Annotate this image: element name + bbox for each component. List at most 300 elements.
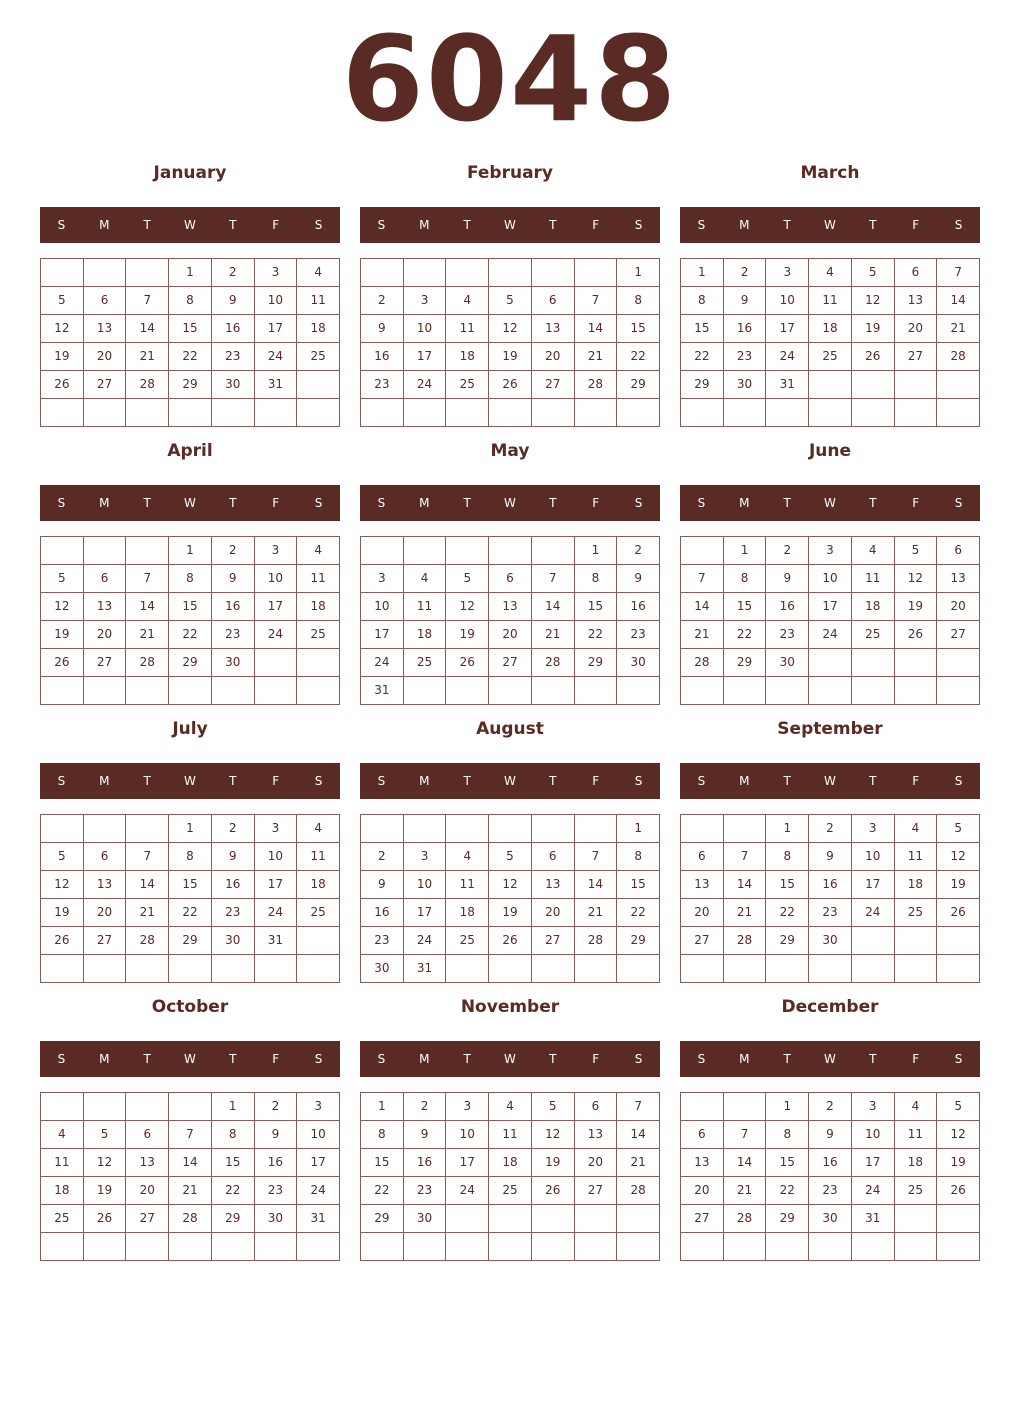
year-title: 6048	[341, 10, 679, 148]
day-cell: 27	[937, 621, 980, 649]
day-cell: 26	[41, 649, 84, 677]
empty-day-cell	[809, 1233, 852, 1261]
day-cell: 27	[575, 1177, 618, 1205]
day-cell: 28	[126, 649, 169, 677]
day-cell: 25	[297, 621, 340, 649]
day-cell: 18	[895, 1149, 938, 1177]
day-cell: 29	[169, 371, 212, 399]
day-cell: 21	[575, 899, 618, 927]
day-cell: 4	[895, 815, 938, 843]
day-cell: 18	[446, 343, 489, 371]
day-cell: 4	[489, 1093, 532, 1121]
weekday-header	[360, 207, 660, 243]
empty-day-cell	[681, 815, 724, 843]
day-cell: 11	[297, 565, 340, 593]
day-cell: 6	[126, 1121, 169, 1149]
month-july	[40, 716, 340, 994]
day-cell: 6	[575, 1093, 618, 1121]
day-cell: 19	[937, 1149, 980, 1177]
empty-day-cell	[489, 259, 532, 287]
empty-day-cell	[809, 371, 852, 399]
day-cell: 24	[255, 621, 298, 649]
day-cell: 24	[852, 899, 895, 927]
empty-day-cell	[532, 537, 575, 565]
day-cell: 20	[84, 343, 127, 371]
empty-day-cell	[446, 1205, 489, 1233]
day-cell: 20	[681, 899, 724, 927]
day-cell: 15	[766, 1149, 809, 1177]
day-cell: 17	[852, 1149, 895, 1177]
day-grid	[40, 258, 340, 427]
empty-day-cell	[212, 1233, 255, 1261]
day-cell: 4	[404, 565, 447, 593]
day-cell: 2	[809, 815, 852, 843]
day-cell: 28	[169, 1205, 212, 1233]
month-name: December	[781, 997, 879, 1017]
empty-day-cell	[895, 371, 938, 399]
weekday-label: W	[824, 496, 836, 510]
day-cell: 6	[937, 537, 980, 565]
day-cell: 14	[681, 593, 724, 621]
day-cell: 17	[297, 1149, 340, 1177]
weekday-label: M	[739, 496, 750, 510]
day-cell: 27	[126, 1205, 169, 1233]
empty-day-cell	[809, 649, 852, 677]
weekday-label: W	[184, 774, 196, 788]
empty-day-cell	[84, 815, 127, 843]
day-cell: 3	[852, 815, 895, 843]
day-cell: 23	[361, 371, 404, 399]
weekday-header	[360, 485, 660, 521]
empty-day-cell	[126, 955, 169, 983]
day-cell: 19	[446, 621, 489, 649]
day-cell: 20	[937, 593, 980, 621]
day-cell: 29	[169, 649, 212, 677]
day-cell: 6	[532, 843, 575, 871]
weekday-label: M	[739, 218, 750, 232]
day-cell: 12	[84, 1149, 127, 1177]
day-cell: 11	[41, 1149, 84, 1177]
weekday-label: T	[229, 1052, 237, 1066]
weekday-label: T	[549, 218, 557, 232]
empty-day-cell	[212, 955, 255, 983]
month-name: March	[800, 163, 860, 183]
day-cell: 25	[41, 1205, 84, 1233]
day-cell: 19	[489, 343, 532, 371]
empty-day-cell	[681, 1233, 724, 1261]
day-cell: 1	[361, 1093, 404, 1121]
empty-day-cell	[937, 955, 980, 983]
day-cell: 1	[169, 815, 212, 843]
day-cell: 17	[404, 899, 447, 927]
weekday-label: F	[912, 1052, 920, 1066]
day-cell: 30	[212, 649, 255, 677]
day-cell: 24	[852, 1177, 895, 1205]
empty-day-cell	[937, 1205, 980, 1233]
day-cell: 11	[489, 1121, 532, 1149]
empty-day-cell	[852, 1233, 895, 1261]
day-cell: 21	[126, 899, 169, 927]
day-cell: 25	[446, 371, 489, 399]
day-cell: 23	[212, 343, 255, 371]
empty-day-cell	[361, 399, 404, 427]
months-grid	[40, 160, 980, 1272]
weekday-label: W	[504, 218, 516, 232]
weekday-header	[360, 763, 660, 799]
empty-day-cell	[446, 955, 489, 983]
day-cell: 19	[489, 899, 532, 927]
empty-day-cell	[255, 955, 298, 983]
day-cell: 17	[255, 593, 298, 621]
day-cell: 14	[169, 1149, 212, 1177]
day-cell: 17	[255, 871, 298, 899]
day-cell: 10	[255, 843, 298, 871]
day-cell: 28	[532, 649, 575, 677]
day-cell: 21	[532, 621, 575, 649]
day-grid	[680, 814, 980, 983]
day-cell: 12	[852, 287, 895, 315]
empty-day-cell	[766, 955, 809, 983]
day-cell: 11	[895, 1121, 938, 1149]
day-cell: 11	[809, 287, 852, 315]
day-cell: 8	[575, 565, 618, 593]
day-cell: 27	[489, 649, 532, 677]
day-cell: 3	[255, 259, 298, 287]
day-cell: 21	[724, 899, 767, 927]
empty-day-cell	[852, 927, 895, 955]
day-cell: 9	[617, 565, 660, 593]
weekday-label: F	[912, 496, 920, 510]
empty-day-cell	[852, 677, 895, 705]
day-cell: 22	[766, 899, 809, 927]
day-cell: 24	[809, 621, 852, 649]
day-cell: 2	[361, 287, 404, 315]
day-cell: 22	[169, 899, 212, 927]
day-cell: 8	[361, 1121, 404, 1149]
weekday-label: S	[57, 218, 66, 232]
day-cell: 4	[895, 1093, 938, 1121]
day-cell: 14	[126, 315, 169, 343]
weekday-label: S	[377, 774, 386, 788]
weekday-label: M	[419, 1052, 430, 1066]
day-cell: 28	[617, 1177, 660, 1205]
empty-day-cell	[404, 537, 447, 565]
empty-day-cell	[446, 1233, 489, 1261]
empty-day-cell	[532, 1233, 575, 1261]
day-cell: 27	[681, 927, 724, 955]
day-cell: 29	[575, 649, 618, 677]
day-cell: 26	[84, 1205, 127, 1233]
day-cell: 16	[212, 315, 255, 343]
day-cell: 17	[361, 621, 404, 649]
day-cell: 2	[809, 1093, 852, 1121]
day-cell: 28	[937, 343, 980, 371]
weekday-label: S	[314, 496, 323, 510]
day-cell: 19	[532, 1149, 575, 1177]
day-cell: 9	[212, 565, 255, 593]
day-cell: 18	[41, 1177, 84, 1205]
day-cell: 19	[852, 315, 895, 343]
day-cell: 12	[41, 871, 84, 899]
empty-day-cell	[361, 1233, 404, 1261]
day-cell: 7	[937, 259, 980, 287]
empty-day-cell	[681, 399, 724, 427]
day-cell: 19	[41, 899, 84, 927]
day-cell: 26	[852, 343, 895, 371]
day-cell: 15	[212, 1149, 255, 1177]
empty-day-cell	[361, 259, 404, 287]
day-cell: 16	[617, 593, 660, 621]
weekday-label: T	[549, 1052, 557, 1066]
weekday-header	[680, 207, 980, 243]
day-cell: 11	[404, 593, 447, 621]
empty-day-cell	[84, 677, 127, 705]
empty-day-cell	[532, 259, 575, 287]
day-cell: 25	[895, 1177, 938, 1205]
day-cell: 25	[297, 899, 340, 927]
weekday-label: T	[143, 1052, 151, 1066]
weekday-label: T	[463, 496, 471, 510]
weekday-label: S	[314, 774, 323, 788]
weekday-label: T	[463, 218, 471, 232]
empty-day-cell	[489, 537, 532, 565]
day-cell: 23	[361, 927, 404, 955]
weekday-header	[40, 207, 340, 243]
day-cell: 15	[617, 871, 660, 899]
day-grid	[360, 536, 660, 705]
day-cell: 3	[361, 565, 404, 593]
day-cell: 12	[937, 1121, 980, 1149]
weekday-label: S	[634, 218, 643, 232]
day-cell: 7	[126, 287, 169, 315]
day-cell: 24	[361, 649, 404, 677]
empty-day-cell	[255, 1233, 298, 1261]
day-cell: 26	[41, 371, 84, 399]
day-cell: 13	[84, 315, 127, 343]
empty-day-cell	[575, 399, 618, 427]
day-cell: 8	[617, 843, 660, 871]
empty-day-cell	[404, 1233, 447, 1261]
day-cell: 29	[617, 371, 660, 399]
day-cell: 29	[169, 927, 212, 955]
day-cell: 9	[361, 871, 404, 899]
empty-day-cell	[212, 399, 255, 427]
empty-day-cell	[446, 677, 489, 705]
empty-day-cell	[617, 1233, 660, 1261]
day-cell: 17	[766, 315, 809, 343]
day-cell: 5	[852, 259, 895, 287]
day-cell: 17	[809, 593, 852, 621]
day-cell: 31	[404, 955, 447, 983]
day-cell: 17	[852, 871, 895, 899]
day-cell: 13	[84, 871, 127, 899]
day-cell: 22	[724, 621, 767, 649]
weekday-label: S	[697, 774, 706, 788]
empty-day-cell	[404, 815, 447, 843]
day-cell: 13	[937, 565, 980, 593]
empty-day-cell	[724, 1233, 767, 1261]
day-cell: 10	[297, 1121, 340, 1149]
day-grid	[680, 258, 980, 427]
day-cell: 15	[361, 1149, 404, 1177]
weekday-label: S	[954, 1052, 963, 1066]
day-cell: 13	[489, 593, 532, 621]
day-cell: 30	[212, 927, 255, 955]
weekday-label: F	[912, 774, 920, 788]
empty-day-cell	[297, 1233, 340, 1261]
empty-day-cell	[297, 371, 340, 399]
day-cell: 3	[446, 1093, 489, 1121]
day-cell: 18	[852, 593, 895, 621]
day-cell: 3	[404, 843, 447, 871]
empty-day-cell	[126, 1093, 169, 1121]
day-cell: 21	[126, 343, 169, 371]
weekday-label: M	[419, 774, 430, 788]
weekday-label: M	[419, 218, 430, 232]
day-cell: 12	[937, 843, 980, 871]
day-cell: 6	[489, 565, 532, 593]
day-cell: 24	[404, 927, 447, 955]
day-cell: 8	[681, 287, 724, 315]
day-cell: 5	[84, 1121, 127, 1149]
day-cell: 20	[532, 899, 575, 927]
day-cell: 16	[809, 871, 852, 899]
empty-day-cell	[724, 1093, 767, 1121]
empty-day-cell	[41, 259, 84, 287]
day-cell: 30	[809, 927, 852, 955]
day-cell: 3	[766, 259, 809, 287]
day-cell: 22	[575, 621, 618, 649]
day-cell: 13	[532, 315, 575, 343]
weekday-label: T	[783, 1052, 791, 1066]
day-cell: 3	[255, 815, 298, 843]
empty-day-cell	[681, 537, 724, 565]
day-cell: 30	[361, 955, 404, 983]
weekday-header	[680, 485, 980, 521]
weekday-label: M	[99, 218, 110, 232]
day-cell: 6	[681, 843, 724, 871]
day-cell: 22	[212, 1177, 255, 1205]
weekday-label: T	[869, 774, 877, 788]
weekday-label: W	[504, 496, 516, 510]
day-cell: 9	[404, 1121, 447, 1149]
day-cell: 6	[84, 843, 127, 871]
weekday-label: M	[99, 496, 110, 510]
day-cell: 5	[489, 287, 532, 315]
day-cell: 22	[766, 1177, 809, 1205]
day-cell: 16	[404, 1149, 447, 1177]
day-cell: 22	[617, 899, 660, 927]
day-cell: 22	[169, 343, 212, 371]
weekday-label: F	[912, 218, 920, 232]
empty-day-cell	[404, 677, 447, 705]
day-cell: 3	[404, 287, 447, 315]
weekday-label: T	[783, 218, 791, 232]
day-cell: 7	[617, 1093, 660, 1121]
empty-day-cell	[681, 955, 724, 983]
day-cell: 1	[766, 815, 809, 843]
empty-day-cell	[852, 649, 895, 677]
weekday-label: S	[377, 1052, 386, 1066]
day-cell: 26	[937, 899, 980, 927]
weekday-label: W	[184, 218, 196, 232]
day-cell: 23	[255, 1177, 298, 1205]
day-cell: 8	[169, 565, 212, 593]
day-cell: 2	[212, 537, 255, 565]
day-cell: 13	[126, 1149, 169, 1177]
day-cell: 25	[446, 927, 489, 955]
day-cell: 15	[724, 593, 767, 621]
day-cell: 30	[404, 1205, 447, 1233]
day-cell: 8	[766, 843, 809, 871]
day-cell: 12	[446, 593, 489, 621]
day-cell: 15	[617, 315, 660, 343]
month-name: October	[151, 997, 229, 1017]
weekday-label: W	[504, 1052, 516, 1066]
weekday-label: W	[184, 1052, 196, 1066]
day-cell: 14	[617, 1121, 660, 1149]
day-grid	[40, 536, 340, 705]
day-cell: 29	[766, 927, 809, 955]
day-cell: 28	[575, 927, 618, 955]
weekday-label: S	[314, 218, 323, 232]
day-cell: 11	[446, 315, 489, 343]
empty-day-cell	[575, 259, 618, 287]
day-cell: 18	[895, 871, 938, 899]
empty-day-cell	[84, 537, 127, 565]
weekday-label: S	[377, 496, 386, 510]
day-cell: 21	[126, 621, 169, 649]
weekday-label: F	[592, 218, 600, 232]
empty-day-cell	[895, 649, 938, 677]
day-cell: 26	[937, 1177, 980, 1205]
weekday-label: S	[634, 774, 643, 788]
day-cell: 14	[724, 1149, 767, 1177]
day-cell: 15	[681, 315, 724, 343]
empty-day-cell	[212, 677, 255, 705]
day-cell: 13	[575, 1121, 618, 1149]
day-cell: 6	[84, 565, 127, 593]
empty-day-cell	[809, 399, 852, 427]
day-cell: 12	[532, 1121, 575, 1149]
day-cell: 4	[297, 259, 340, 287]
day-cell: 22	[617, 343, 660, 371]
day-cell: 26	[895, 621, 938, 649]
day-cell: 21	[937, 315, 980, 343]
empty-day-cell	[895, 955, 938, 983]
empty-day-cell	[766, 677, 809, 705]
weekday-header	[680, 1041, 980, 1077]
day-cell: 31	[852, 1205, 895, 1233]
day-cell: 15	[575, 593, 618, 621]
empty-day-cell	[724, 399, 767, 427]
empty-day-cell	[361, 537, 404, 565]
day-cell: 18	[297, 871, 340, 899]
day-cell: 9	[724, 287, 767, 315]
empty-day-cell	[41, 955, 84, 983]
month-december	[680, 994, 980, 1272]
weekday-label: T	[783, 774, 791, 788]
month-name: June	[808, 441, 852, 461]
day-cell: 29	[617, 927, 660, 955]
day-cell: 14	[532, 593, 575, 621]
day-cell: 23	[766, 621, 809, 649]
day-cell: 10	[446, 1121, 489, 1149]
day-cell: 15	[766, 871, 809, 899]
day-cell: 16	[766, 593, 809, 621]
empty-day-cell	[404, 399, 447, 427]
day-cell: 29	[212, 1205, 255, 1233]
